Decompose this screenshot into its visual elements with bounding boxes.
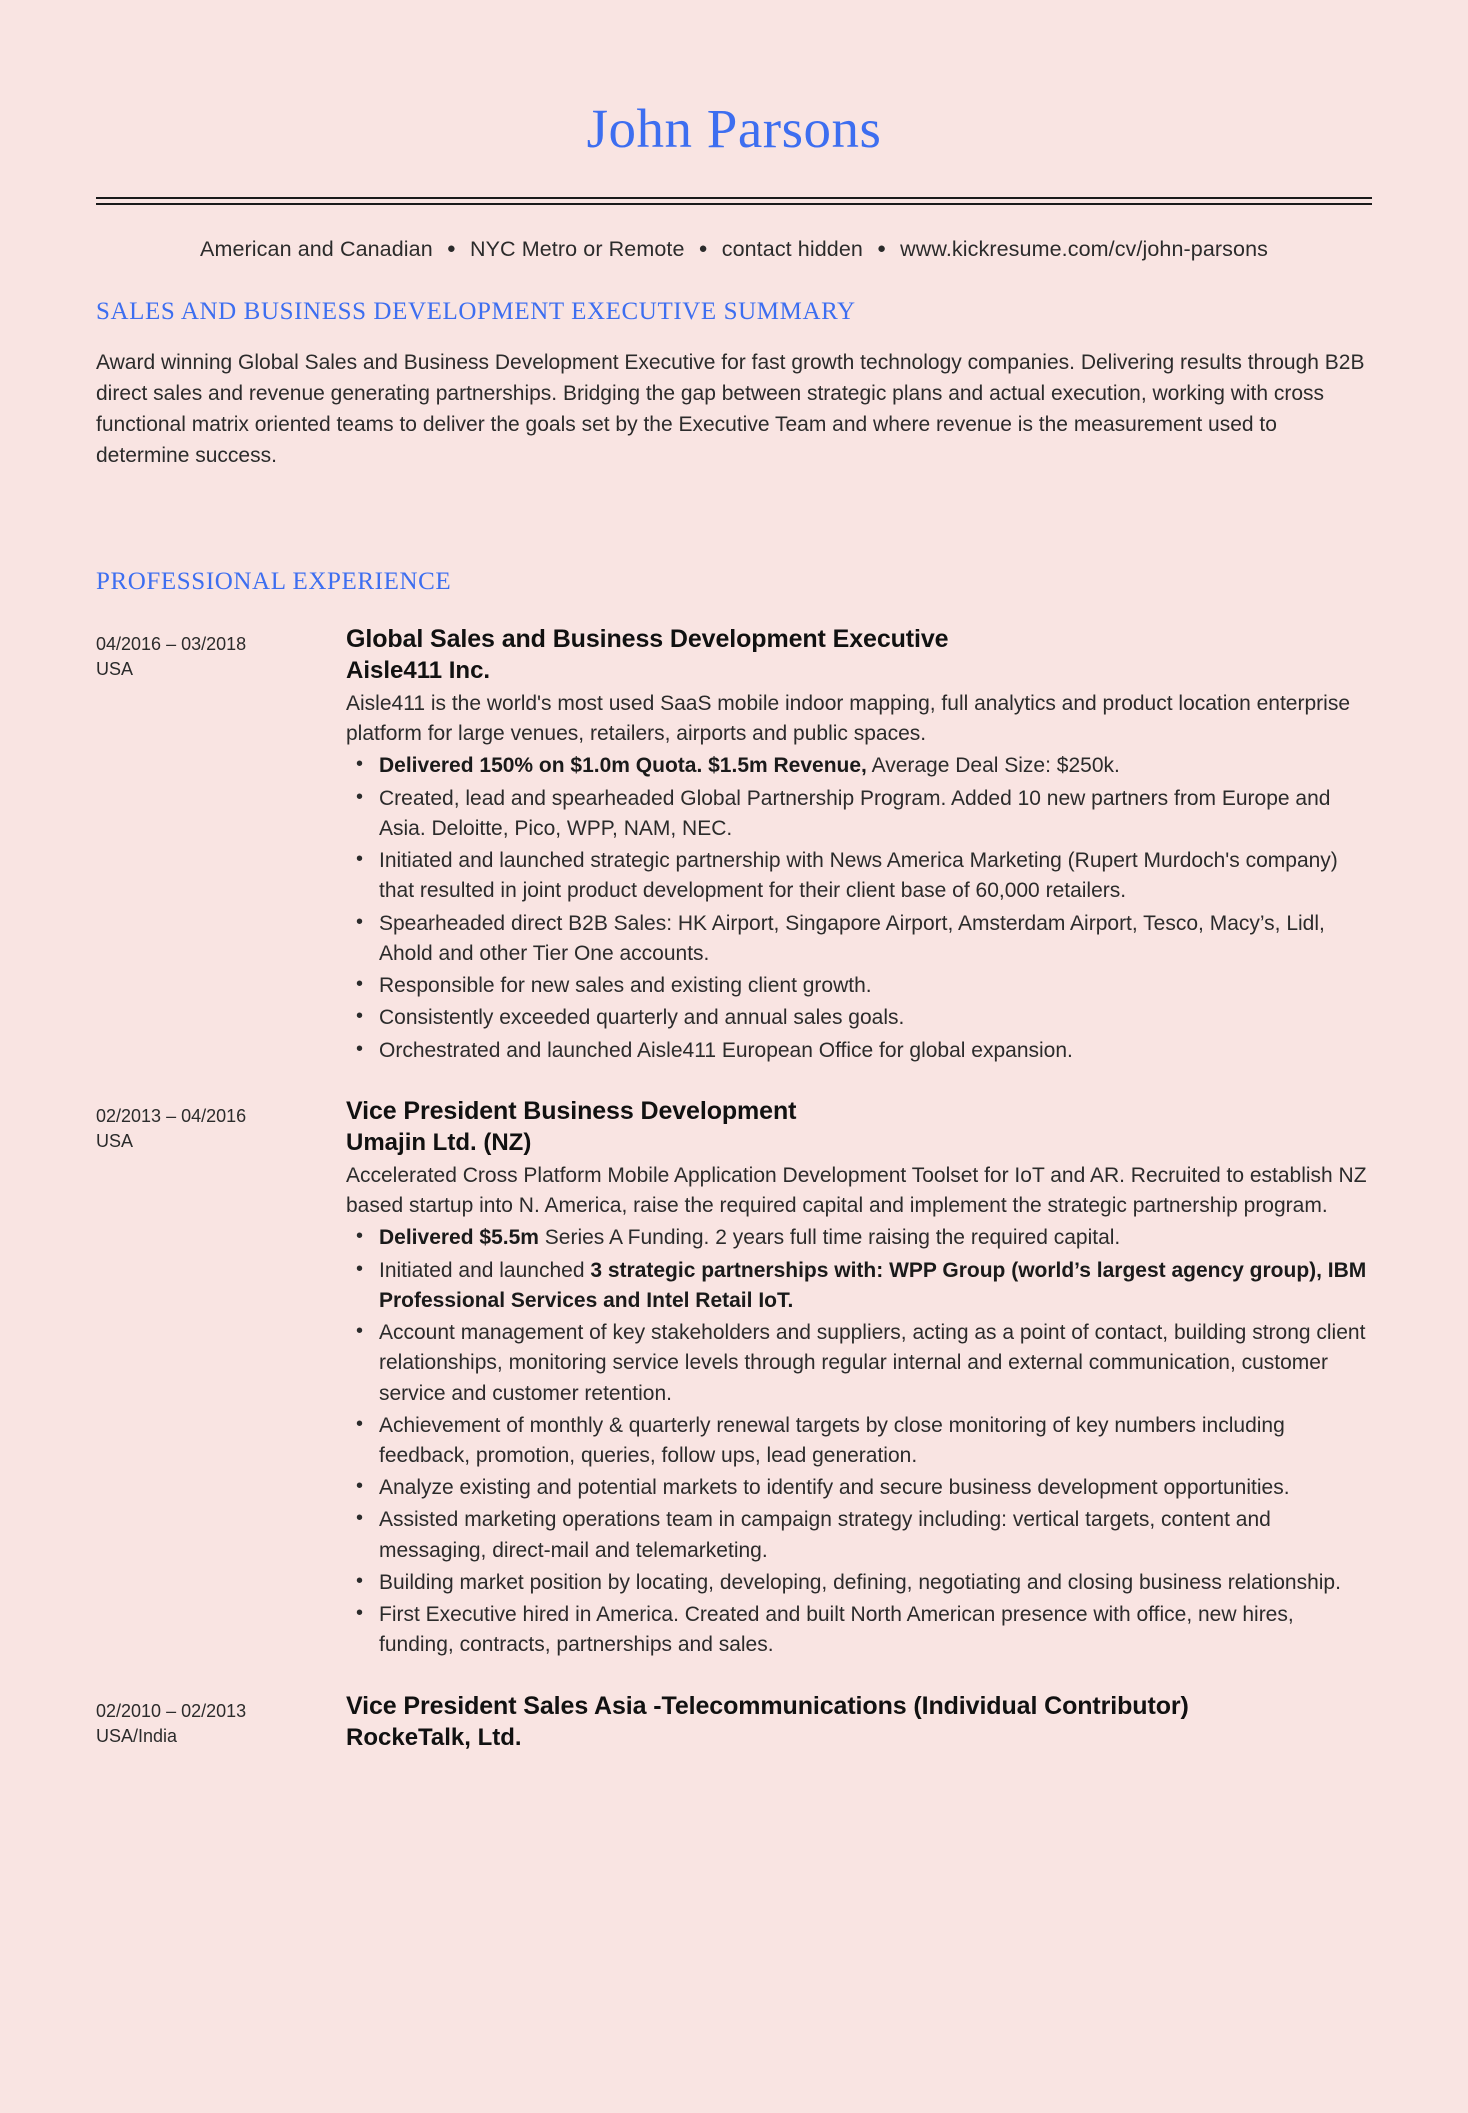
experience-section-heading: PROFESSIONAL EXPERIENCE [96, 567, 452, 595]
experience-bullet-item: • Analyze existing and potential markets to identify and secure business development opportunities. [346, 1473, 1372, 1503]
experience-entry-bullet-list [346, 1223, 1372, 1660]
experience-entry-location: USA [96, 659, 134, 680]
experience-entry-company: Aisle411 Inc. [346, 656, 491, 684]
contact-item: contact hidden [721, 237, 863, 262]
experience-bullet-item: • Initiated and launched strategic partnership with News America Marketing (Rupert Murdoch's company) that resulted in joint product development for their client base of 60,000 retailers. [346, 846, 1372, 906]
experience-entry-title: Vice President Business Development [346, 1096, 797, 1125]
bullet-bold-lead: Delivered 150% on $1.0m Quota. $1.5m Revenue, [379, 754, 867, 778]
contact-line [96, 237, 1372, 262]
resume-header [96, 37, 1372, 263]
contact-item: www.kickresume.com/cv/john-parsons [900, 237, 1268, 262]
experience-entry-title: Vice President Sales Asia -Telecommunications (Individual Contributor) [346, 1691, 1189, 1720]
contact-item: NYC Metro or Remote [469, 237, 685, 262]
experience-bullet-item: • Achievement of monthly & quarterly renewal targets by close monitoring of key numbers including feedback, promotion, queries, follow ups, lead generation. [346, 1411, 1372, 1471]
summary-text: Award winning Global Sales and Business Development Executive for fast growth technology companies. Delivering results through B2B direct sales and revenue generating partnerships. Bridging the gap between strategic plans and actual execution, working with cross functional matrix oriented teams to deliver the goals set by the Executive Team and where revenue is the measurement used to determine success. [96, 351, 1365, 467]
experience-bullet-item: • Spearheaded direct B2B Sales: HK Airport, Singapore Airport, Amsterdam Airport, Tesco, Macy’s, Lidl, Ahold and other Tier One accounts. [346, 909, 1372, 969]
bullet-bold-tail: 3 strategic partnerships with: WPP Group (world’s largest agency group), IBM Professional Services and Intel Retail IoT. [379, 1258, 1367, 1312]
experience-section [96, 568, 1372, 1753]
page-title: John Parsons [586, 97, 882, 159]
experience-bullet-item: • Assisted marketing operations team in campaign strategy including: vertical targets, content and messaging, direct-mail and telemarketing. [346, 1505, 1372, 1565]
experience-entry-location: USA/India [96, 1726, 178, 1747]
contact-separator-dot: ● [446, 240, 456, 258]
experience-entry [96, 1691, 1372, 1753]
experience-entry-body [346, 624, 1372, 1066]
experience-entry-description: Aisle411 is the world's most used SaaS mobile indoor mapping, full analytics and product location enterprise platform for large venues, retailers, airports and public spaces. [346, 691, 1351, 745]
experience-entry-body [346, 1096, 1372, 1661]
contact-item: American and Canadian [200, 237, 433, 262]
experience-entry-dates: 02/2010 – 02/2013 [96, 1700, 247, 1721]
experience-bullet-item: • Created, lead and spearheaded Global Partnership Program. Added 10 new partners from Europe and Asia. Deloitte, Pico, WPP, NAM, NEC. [346, 784, 1372, 844]
resume-page [0, 37, 1468, 2113]
experience-bullet-item: • Orchestrated and launched Aisle411 European Office for global expansion. [346, 1036, 1372, 1066]
contact-separator-dot: ● [698, 240, 708, 258]
experience-entry-location: USA [96, 1131, 134, 1152]
experience-entry-bullet-list [346, 751, 1372, 1065]
experience-bullet-item: • Account management of key stakeholders and suppliers, acting as a point of contact, building strong client relationships, monitoring service levels through regular internal and external communication, customer service and customer retention. [346, 1318, 1372, 1409]
experience-entry-dates: 04/2016 – 03/2018 [96, 633, 247, 654]
experience-entry-meta [96, 1691, 346, 1750]
contact-separator-dot: ● [876, 240, 887, 258]
experience-entry-company: RockeTalk, Ltd. [346, 1723, 522, 1751]
experience-entry-meta [96, 624, 346, 683]
experience-bullet-item: • Building market position by locating, developing, defining, negotiating and closing business relationship. [346, 1568, 1372, 1598]
experience-bullet-item: • First Executive hired in America. Created and built North American presence with office, new hires, funding, contracts, partnerships and sales. [346, 1600, 1372, 1660]
experience-entry [96, 624, 1372, 1066]
experience-bullet-item: • Responsible for new sales and existing client growth. [346, 971, 1372, 1001]
experience-bullet-item: • Initiated and launched 3 strategic partnerships with: WPP Group (world’s largest agency group), IBM Professional Services and Intel Retail IoT. [346, 1256, 1372, 1316]
experience-entry [96, 1096, 1372, 1661]
experience-list [96, 624, 1372, 1753]
page-bottom-spacer [96, 1753, 1372, 1793]
experience-entry-meta [96, 1096, 346, 1155]
summary-section [96, 298, 1372, 471]
bullet-bold-lead: Delivered $5.5m [379, 1226, 539, 1250]
header-divider [96, 197, 1372, 205]
summary-section-heading: SALES AND BUSINESS DEVELOPMENT EXECUTIVE SUMMARY [96, 298, 856, 326]
experience-bullet-item: • Delivered $5.5m Series A Funding. 2 years full time raising the required capital. [346, 1223, 1372, 1253]
experience-entry-body [346, 1691, 1372, 1753]
experience-entry-company: Umajin Ltd. (NZ) [346, 1128, 532, 1156]
experience-entry-dates: 02/2013 – 04/2016 [96, 1105, 247, 1126]
experience-bullet-item: • Delivered 150% on $1.0m Quota. $1.5m Revenue, Average Deal Size: $250k. [346, 751, 1372, 781]
experience-bullet-item: • Consistently exceeded quarterly and annual sales goals. [346, 1003, 1372, 1033]
experience-entry-title: Global Sales and Business Development Executive [346, 624, 949, 653]
experience-entry-description: Accelerated Cross Platform Mobile Application Development Toolset for IoT and AR. Recruited to establish NZ based startup into N. America, raise the required capital and implement the strategic partnership program. [346, 1163, 1367, 1217]
